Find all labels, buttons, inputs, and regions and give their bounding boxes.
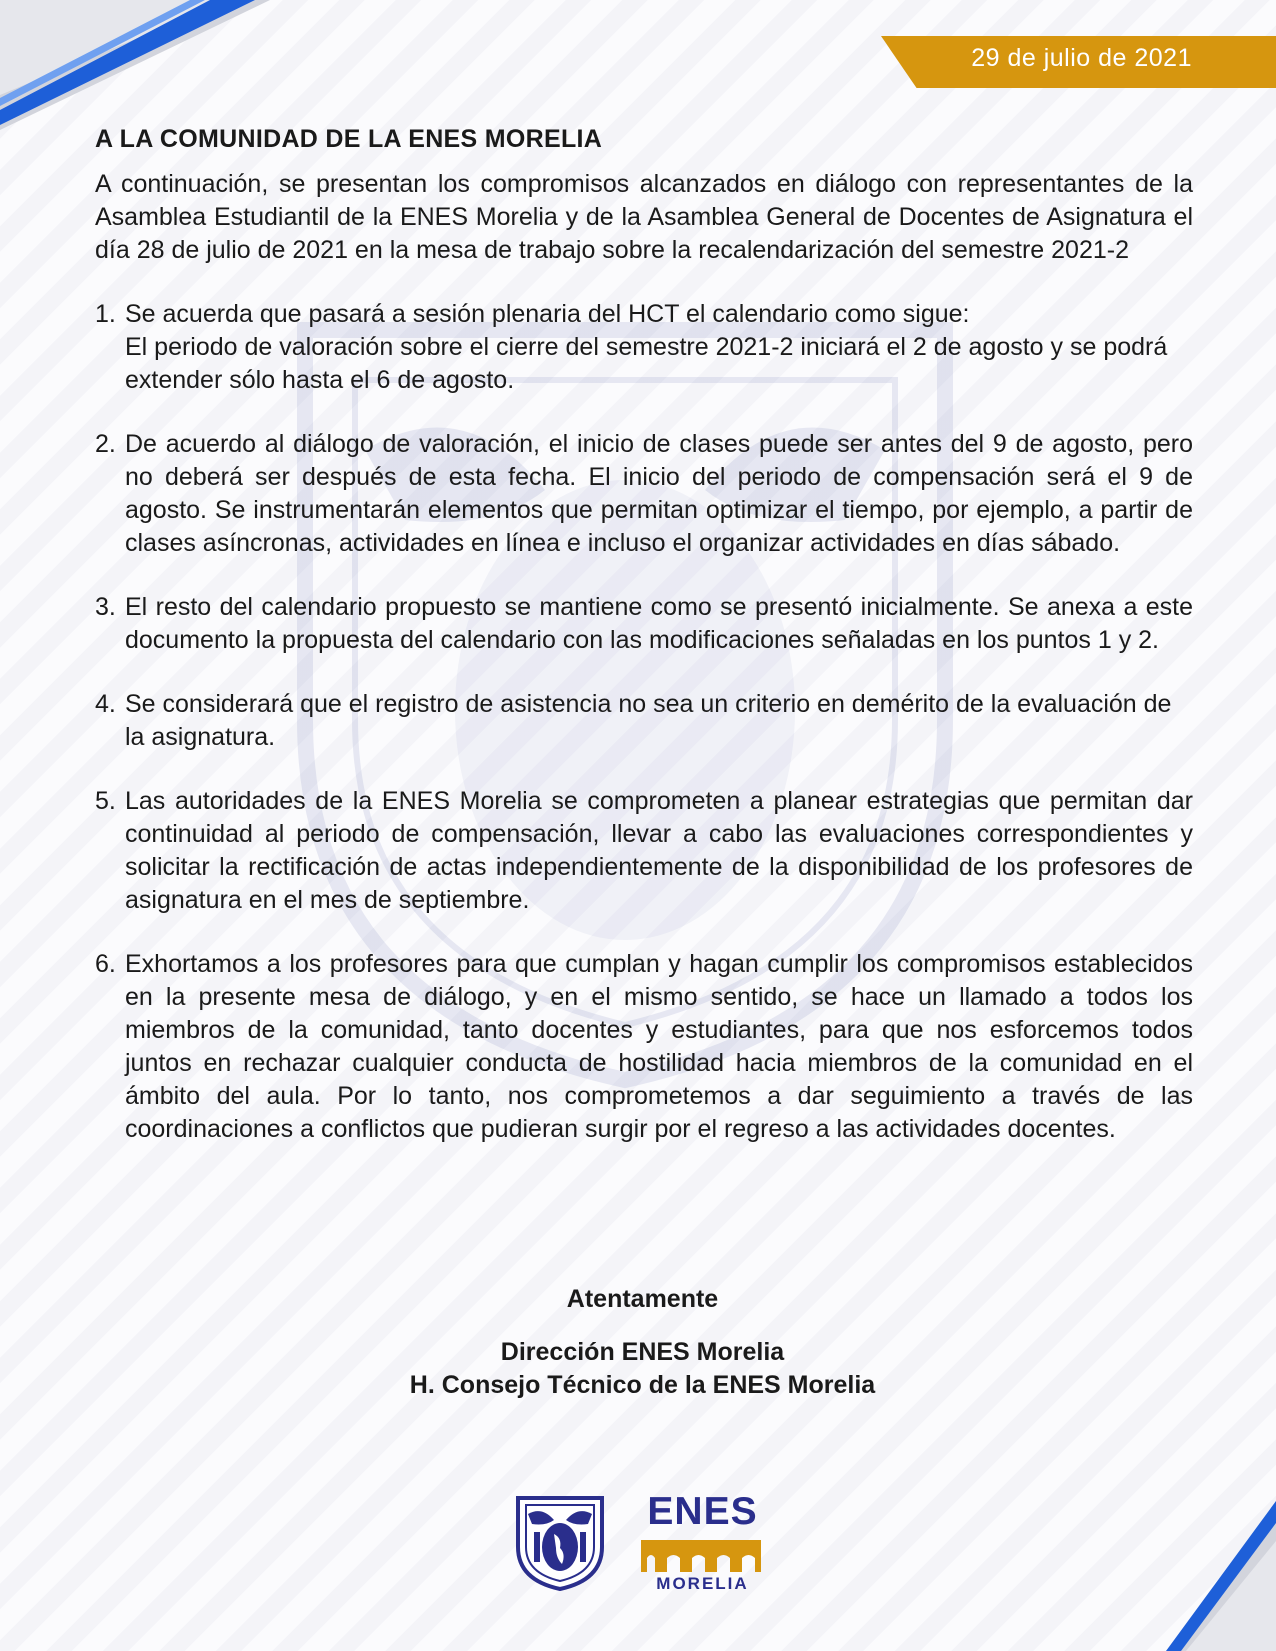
footer-logos bbox=[510, 1492, 770, 1602]
corner-decoration-bottom-right bbox=[1166, 1501, 1276, 1651]
intro-paragraph: A continuación, se presentan los compromisos alcanzados en diálogo con representantes de la Asamblea Estudiantil de la ENES Morelia y de la Asamblea General de Docentes de Asignatura el día 28 de julio de 2021 en la mesa de trabajo sobre la recalendarización del semestre 2021-2 bbox=[95, 170, 1193, 264]
list-item bbox=[95, 428, 1193, 560]
enes-arches-icon bbox=[641, 1540, 761, 1572]
enes-logo-sub: MORELIA bbox=[656, 1574, 749, 1593]
list-item bbox=[95, 591, 1193, 657]
item-text: De acuerdo al diálogo de valoración, el inicio de clases puede ser antes del 9 de agosto, pero no deberá ser después de esta fecha. El inicio del periodo de compensación será el 9 de agosto. Se instrumentarán elementos que permitan optimizar el tiempo, por ejemplo, a partir de clases asíncronas, actividades en línea e incluso el organizar actividades en días sábado. bbox=[125, 430, 1193, 557]
item-text-line: Se acuerda que pasará a sesión plenaria del HCT el calendario como sigue: bbox=[125, 300, 970, 328]
document-body bbox=[95, 123, 1193, 1177]
item-text: Exhortamos a los profesores para que cumplan y hagan cumplir los compromisos establecidos en la presente mesa de diálogo, y en el mismo sentido, se hace un llamado a todos los miembros de la comunidad, tanto docentes y estudiantes, para que nos esforcemos todos juntos en rechazar cualquier conducta de hostilidad hacia miembros de la comunidad en el ámbito del aula. Por lo tanto, nos comprometemos a dar seguimiento a través de las coordinaciones a conflictos que pudieran surgir por el regreso a las actividades docentes. bbox=[125, 950, 1193, 1143]
item-text: Se considerará que el registro de asistencia no sea un criterio en demérito de la evaluación de la asignatura. bbox=[125, 690, 1172, 751]
list-item bbox=[95, 298, 1193, 397]
item-number: 6. bbox=[95, 950, 116, 978]
item-number: 4. bbox=[95, 690, 116, 718]
corner-decoration-top-left bbox=[0, 0, 270, 130]
list-item bbox=[95, 688, 1193, 754]
item-text-line: El periodo de valoración sobre el cierre del semestre 2021-2 iniciará el 2 de agosto y se podrá extender sólo hasta el 6 de agosto. bbox=[125, 333, 1168, 394]
signature-line-1: Dirección ENES Morelia bbox=[500, 1338, 785, 1366]
unam-seal-icon bbox=[510, 1492, 610, 1592]
item-number: 5. bbox=[95, 787, 116, 815]
item-number: 1. bbox=[95, 300, 116, 328]
item-text: El resto del calendario propuesto se mantiene como se presentó inicialmente. Se anexa a este documento la propuesta del calendario con las modificaciones señaladas en los puntos 1 y 2. bbox=[125, 593, 1193, 654]
document-date: 29 de julio de 2021 bbox=[971, 44, 1192, 72]
enes-morelia-logo bbox=[635, 1492, 770, 1602]
list-item bbox=[95, 785, 1193, 917]
enes-logo-word: ENES bbox=[647, 1490, 758, 1533]
item-number: 3. bbox=[95, 593, 116, 621]
item-text bbox=[125, 298, 1193, 397]
document-heading: A LA COMUNIDAD DE LA ENES MORELIA bbox=[95, 125, 603, 153]
closing-text: Atentamente bbox=[566, 1285, 719, 1313]
item-text: Las autoridades de la ENES Morelia se comprometen a planear estrategias que permitan dar continuidad al periodo de compensación, llevar a cabo las evaluaciones correspondientes y solicitar la rectificación de actas independientemente de la disponibilidad de los profesores de asignatura en el mes de septiembre. bbox=[125, 787, 1193, 914]
list-item bbox=[95, 948, 1193, 1146]
signature-line-2: H. Consejo Técnico de la ENES Morelia bbox=[409, 1371, 876, 1399]
item-number: 2. bbox=[95, 430, 116, 458]
